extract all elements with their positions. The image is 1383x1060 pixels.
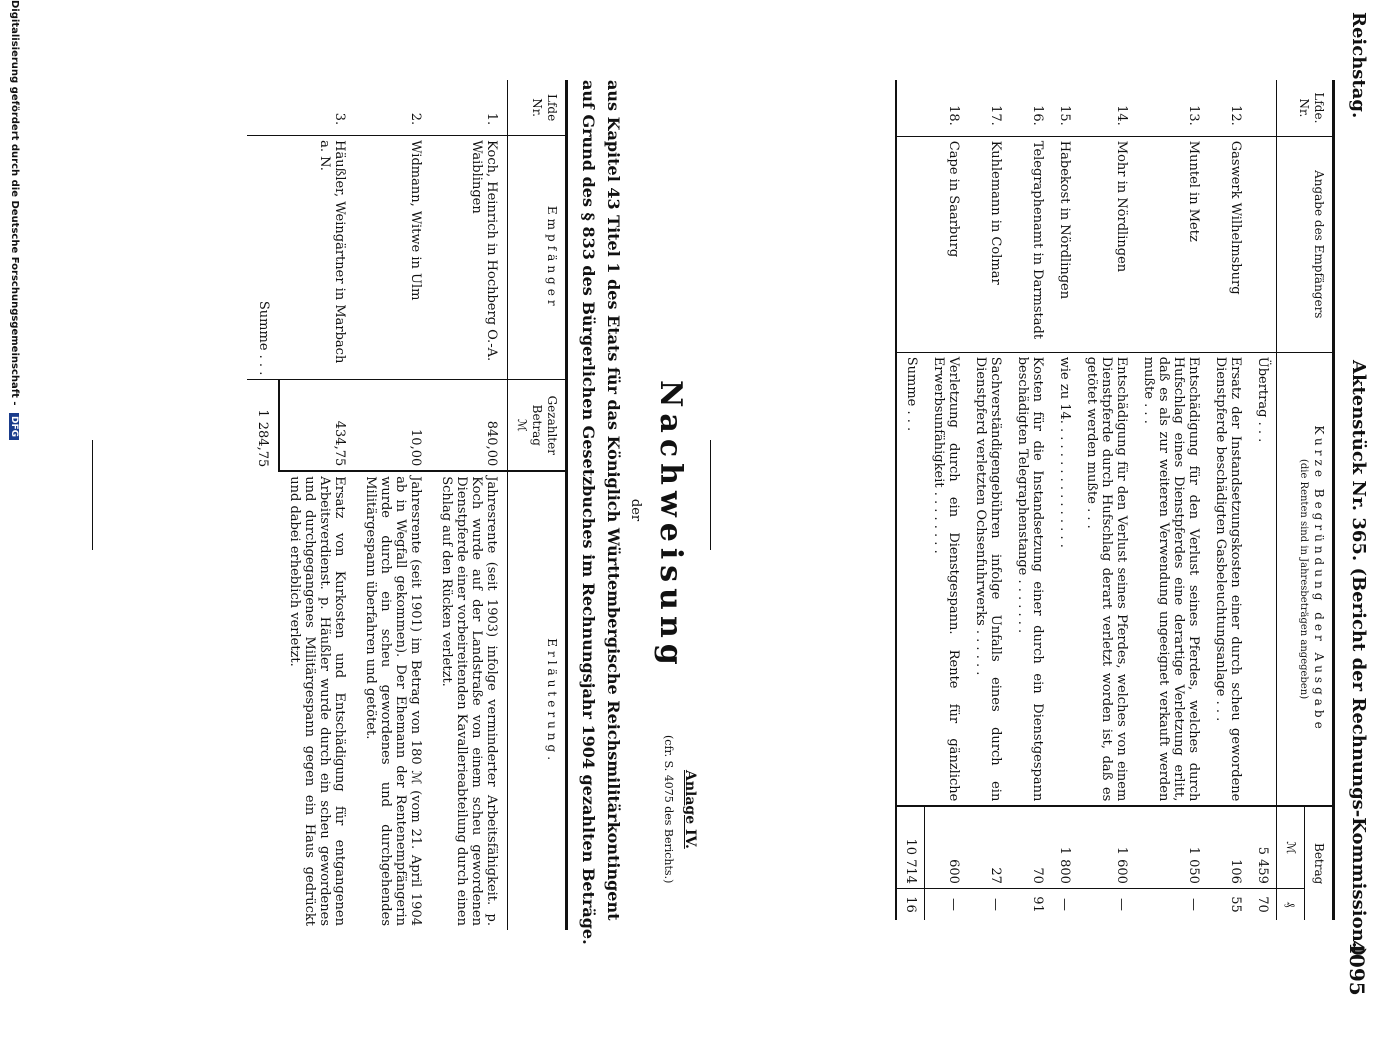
- row-nr: 16.: [1030, 105, 1045, 126]
- row-nr: 15.: [1057, 105, 1072, 126]
- nachweisung-title: Nachweisung: [653, 380, 688, 671]
- payments-table: [247, 80, 568, 930]
- row-pf: —: [1051, 888, 1078, 920]
- col-nr-header: Lfde. Nr.: [1277, 80, 1334, 136]
- row-desc: Entschädigung für den Verlust seines Pferdes, welches durch Hufschlag eines Dienstpferdes eine derartige Verletzung erlitt, daß es als zur weiteren Verwendung ungeeignet verkauft werden mußte . . .: [1135, 352, 1207, 806]
- expenditure-table: [896, 80, 1336, 920]
- row-amount: 10,00: [355, 380, 431, 471]
- row-explanation: Jahresrente (seit 1903) infolge verminderter Arbeitsfähigkeit. p. Koch wurde auf der Landstraße von einem scheu gewordenen Dienstpferde einer vorbeireitenden Kavallerieabteilung durch einen Schlag auf den Rücken verletzt.: [431, 471, 508, 930]
- table-row: [1009, 80, 1051, 920]
- row-mark: 1 600: [1078, 806, 1135, 888]
- sum-label: Summe . . .: [897, 352, 926, 806]
- row-name: Widmann, Witwe in Ulm: [355, 136, 431, 380]
- row-name: Kuhlemann in Colmar: [967, 136, 1009, 352]
- row-mark: 600: [925, 806, 967, 888]
- col-amount-unit: ℳ: [515, 418, 529, 432]
- row-mark: 106: [1207, 806, 1249, 888]
- table-row: [1051, 80, 1078, 920]
- table-row: [1078, 80, 1135, 920]
- row-name: Gaswerk Wilhelmsburg: [1207, 136, 1249, 352]
- table-row: [355, 80, 431, 930]
- nachweisung-der: der: [628, 498, 643, 522]
- col-desc-header: [1277, 352, 1334, 806]
- carry-row: [1249, 80, 1277, 920]
- separator-rule: [710, 440, 711, 550]
- col-mark-header: ℳ: [1277, 806, 1305, 888]
- page-number: 4095: [1345, 940, 1369, 996]
- col-name-header: Empfänger: [508, 136, 567, 380]
- row-name: Häußler, Weingärtner in Marbach a. N.: [279, 136, 355, 380]
- sum-label: Summe . . .: [247, 136, 279, 380]
- sum-row: [897, 80, 926, 920]
- col-amount-header: [508, 380, 567, 471]
- sum-mark: 10 714: [897, 806, 926, 888]
- header-left: Reichstag.: [1348, 12, 1369, 119]
- row-nr: 17.: [988, 105, 1003, 126]
- col-amount-title: Gezahlter Betrag: [530, 395, 559, 455]
- row-explanation: Jahresrente (seit 1901) im Betrag von 180 ℳ (vom 21. April 1904 ab in Wegfall gekommen). Der Ehemann der Rentenempfängerin wurde durch ein scheu gewordenes und durchgehendes Militärgespann überfahren und getötet.: [355, 471, 431, 930]
- row-mark: 70: [1009, 806, 1051, 888]
- row-amount: 840,00: [431, 380, 508, 471]
- col-pf-header: ₰: [1277, 888, 1305, 920]
- col-desc-subtitle: (die Renten sind in Jahresbeträgen angegeben): [1298, 458, 1309, 700]
- table-row: [279, 80, 355, 930]
- row-nr: 13.: [1186, 105, 1201, 126]
- row-nr: 18.: [946, 105, 961, 126]
- row-name: Mohr in Nördlingen: [1078, 136, 1135, 352]
- sum-amount: 1 284,75: [247, 380, 279, 471]
- row-pf: 91: [1009, 888, 1051, 920]
- table-row: [1135, 80, 1207, 920]
- row-name: Habekost in Nördlingen: [1051, 136, 1078, 352]
- digitization-note: [9, 0, 20, 440]
- row-desc: Verletzung durch ein Dienstgespann. Rente für gänzliche Erwerbsunfähigkeit . . . . . . . .: [925, 352, 967, 806]
- col-name-header: Angabe des Empfängers: [1277, 136, 1334, 352]
- carry-pf: 70: [1249, 888, 1277, 920]
- row-nr: 3.: [332, 112, 347, 126]
- row-name: Telegraphenamt in Darmstadt: [1009, 136, 1051, 352]
- row-desc: Ersatz der Instandsetzungskosten einer durch scheu gewordene Dienstpferde beschädigten Gasbeleuchtungsanlage . . .: [1207, 352, 1249, 806]
- sum-row: [247, 80, 279, 930]
- col-nr-header: Lfde Nr.: [508, 80, 567, 136]
- row-name: Cape in Saarburg: [925, 136, 967, 352]
- bottom-rule: [92, 440, 93, 550]
- row-nr: 2.: [408, 112, 423, 126]
- row-pf: —: [925, 888, 967, 920]
- row-name: Muntel in Metz: [1135, 136, 1207, 352]
- carry-label: Übertrag . . .: [1249, 352, 1277, 806]
- row-explanation: Ersatz von Kurkosten und Entschädigung für entgangenen Arbeitsverdienst. p. Häußler wurde durch ein scheu gewordenes und durchgegangenes Militärgespann gegen ein Haus gedrückt und dabei erheblich verletzt.: [279, 471, 355, 930]
- row-desc: Kosten für die Instandsetzung einer durch ein Dienstgespann beschädigten Telegraphenstange . . . . . . .: [1009, 352, 1051, 806]
- row-pf: —: [1078, 888, 1135, 920]
- row-desc: wie zu 14. . . . . . . . . . . . . . . .: [1051, 352, 1078, 806]
- row-mark: 1 050: [1135, 806, 1207, 888]
- row-mark: 27: [967, 806, 1009, 888]
- table-row: [431, 80, 508, 930]
- table-row: [1207, 80, 1249, 920]
- anlage-title: Anlage IV.: [682, 770, 698, 849]
- row-nr: 1.: [484, 112, 499, 126]
- col-expl-header: Erläuterung.: [508, 471, 567, 930]
- col-desc-title: Kurze Begründung der Ausgabe: [1312, 425, 1326, 733]
- row-amount: 434,75: [279, 380, 355, 471]
- nachweisung-intro-line2: auf Grund des § 833 des Bürgerlichen Gesetzbuches im Rechnungsjahr 1904 gezahlten Beträge.: [579, 80, 598, 945]
- row-name: Koch, Heinrich in Hochberg O.-A. Waiblingen: [431, 136, 508, 380]
- row-nr: 12.: [1228, 105, 1243, 126]
- row-pf: 55: [1207, 888, 1249, 920]
- table-header-row: [508, 80, 567, 930]
- digitization-text: Digitalisierung gefördert durch die Deutsche Forschungsgemeinschaft -: [9, 0, 20, 406]
- anlage-subtitle: (cfr. S. 4075 des Berichts.): [662, 735, 675, 884]
- nachweisung-intro-line1: aus Kapitel 43 Titel 1 des Etats für das Königlich Württembergische Reichsmilitärkontingent: [604, 80, 623, 921]
- header-title: Aktenstück Nr. 365. (Bericht der Rechnungs-Kommission.): [1348, 360, 1369, 957]
- carry-mark: 5 459: [1249, 806, 1277, 888]
- sum-pf: 16: [897, 888, 926, 920]
- table-header-row: [1305, 80, 1334, 920]
- table-row: [967, 80, 1009, 920]
- row-mark: 1 800: [1051, 806, 1078, 888]
- row-nr: 14.: [1114, 105, 1129, 126]
- row-pf: —: [967, 888, 1009, 920]
- row-desc: Entschädigung für den Verlust seines Pferdes, welches von einem Dienstpferde durch Hufschlag derart verletzt worden ist, daß es getötet werden mußte . . .: [1078, 352, 1135, 806]
- row-desc: Sachverständigengebühren infolge Unfalls eines durch ein Dienstpferd verletzten Ochsenfuhrwerks . . . . . .: [967, 352, 1009, 806]
- dfg-logo: DFG: [9, 413, 19, 440]
- col-amount-header: Betrag: [1305, 806, 1334, 920]
- table-row: [925, 80, 967, 920]
- row-pf: —: [1135, 888, 1207, 920]
